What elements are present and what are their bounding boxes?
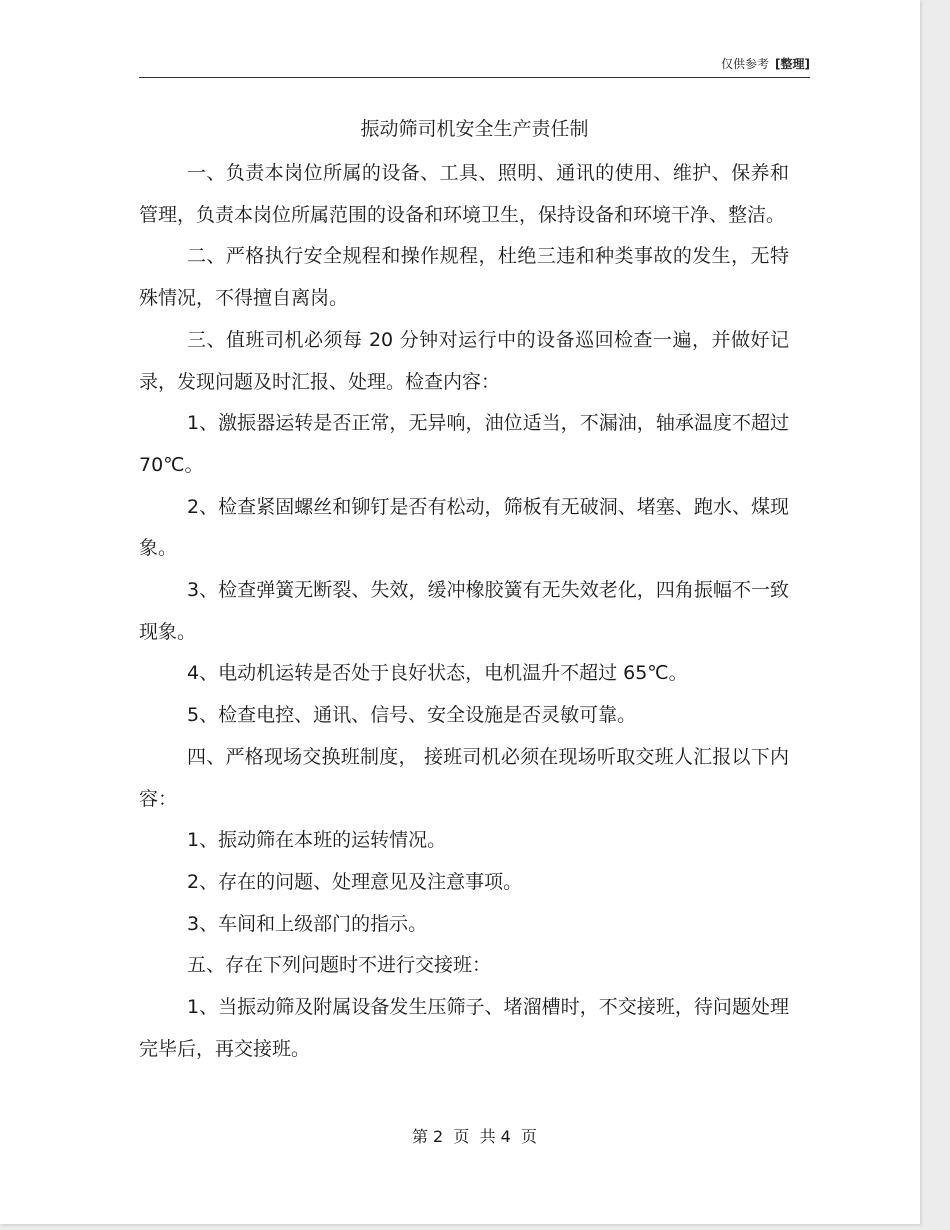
document-title: 振动筛司机安全生产责任制 (360, 118, 589, 140)
paragraph: 四、严格现场交换班制度， 接班司机必须在现场听取交班人汇报以下内容： (139, 745, 789, 810)
page-number: 第 2 页 共 4 页 (411, 1127, 538, 1146)
document-body (139, 153, 789, 1070)
paragraph: 3、检查弹簧无断裂、失效，缓冲橡胶簧有无失效老化，四角振幅不一致现象。 (139, 579, 789, 643)
header-tag: [整理] (775, 57, 810, 71)
page-header (139, 55, 810, 78)
header-label: 仅供参考 (721, 57, 770, 71)
paragraph: 5、检查电控、通讯、信号、安全设施是否灵敏可靠。 (187, 704, 637, 727)
paragraph: 三、值班司机必须每 20 分钟对运行中的设备巡回检查一遍，并做好记录，发现问题及时汇报、处理。检查内容： (139, 328, 789, 393)
paragraph: 1、振动筛在本班的运转情况。 (187, 829, 447, 852)
paragraph: 1、当振动筛及附属设备发生压筛子、堵溜槽时，不交接班，待问题处理完毕后，再交接班。 (139, 996, 789, 1060)
paragraph: 2、检查紧固螺丝和铆钉是否有松动，筛板有无破洞、堵塞、跑水、煤现象。 (139, 495, 789, 560)
paragraph: 4、电动机运转是否处于良好状态，电机温升不超过 65℃。 (187, 662, 688, 685)
paragraph: 二、严格执行安全规程和操作规程，杜绝三违和种类事故的发生，无特殊情况，不得擅自离岗。 (139, 245, 789, 310)
paragraph: 1、激振器运转是否正常，无异响，油位适当，不漏油，轴承温度不超过 70℃。 (139, 412, 789, 476)
paragraph: 2、存在的问题、处理意见及注意事项。 (187, 870, 523, 893)
paragraph: 一、负责本岗位所属的设备、工具、照明、通讯的使用、维护、保养和管理，负责本岗位所属范围的设备和环境卫生，保持设备和环境干净、整洁。 (139, 162, 789, 226)
paragraph: 3、车间和上级部门的指示。 (187, 912, 428, 935)
paragraph: 五、存在下列问题时不进行交接班： (187, 954, 492, 977)
